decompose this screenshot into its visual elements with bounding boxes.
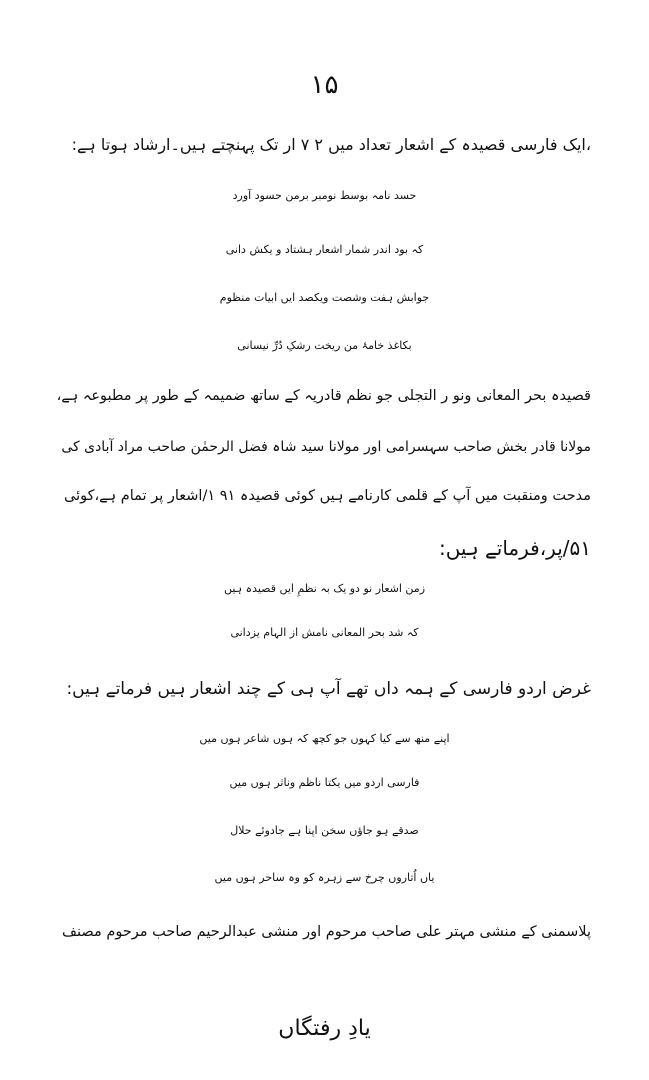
verse-line: زمن اشعار نو دو یک بہ نظمِ ایں قصیدہ ہیں xyxy=(223,582,426,595)
text-line: قصیدہ بحر المعانی ونو ر التجلی جو نظم قادریہ کے ساتھ ضمیمہ کے طور پر مطبوعہ ہے، xyxy=(56,388,591,404)
text-line: مولانا قادر بخش صاحب سہسرامی اور مولانا سید شاہ فضل الرحمٰن صاحب مراد آبادی کی xyxy=(61,439,591,455)
verse-line: فارسی اردو میں یکتا ناظم وناثر ہوں میں xyxy=(229,776,420,789)
page-number: ۱۵ xyxy=(310,70,339,100)
verse-line: بکاغذ خامۂ من ریخت رشکِ دُرِّ نیسانی xyxy=(237,339,412,352)
text-line: ،ایک فارسی قصیدہ کے اشعار تعداد میں ۲ ۷ ار تک پہنچتے ہیں۔ارشاد ہوتا ہے: xyxy=(71,135,591,154)
text-line: مدحت ومنقبت میں آپ کے قلمی کارنامے ہیں کوئی قصیدہ ۹۱ ۱/اشعار پر تمام ہے،کوئی xyxy=(63,488,591,504)
text-line: پلاسمنی کے منشی مہتر علی صاحب مرحوم اور منشی عبدالرحیم صاحب مرحوم مصنف xyxy=(62,924,591,940)
verse-line: کہ بود اندر شمار اشعار ہشتاد و یکش دانی xyxy=(225,243,424,256)
text-line: ۵۱/پر،فرماتے ہیں: xyxy=(438,536,591,560)
verse-line: اپنے منھ سے کیا کہوں جو کچھ کہ ہوں شاعر ہوں میں xyxy=(199,732,450,745)
verse-line: حسد نامہ بوسط نومبر برمن حسود آورد xyxy=(232,189,417,202)
verse-line: یاں اُتاروں چرخ سے زہرہ کو وہ ساحر ہوں میں xyxy=(214,871,435,884)
text-line: غرض اردو فارسی کے ہمہ داں تھے آپ ہی کے چند اشعار ہیں فرماتے ہیں: xyxy=(66,679,591,699)
verse-line: صدقے ہو جاؤں سخن اپنا ہے جادوئے حلال xyxy=(230,824,419,837)
running-footer: یادِ رفتگاں xyxy=(278,1016,371,1041)
verse-line: جوابش ہفت وشصت ویکصد ایں ابیات منظوم xyxy=(219,291,430,304)
verse-line: کہ شد بحر المعانی نامش از الہام یزدانی xyxy=(230,626,419,639)
